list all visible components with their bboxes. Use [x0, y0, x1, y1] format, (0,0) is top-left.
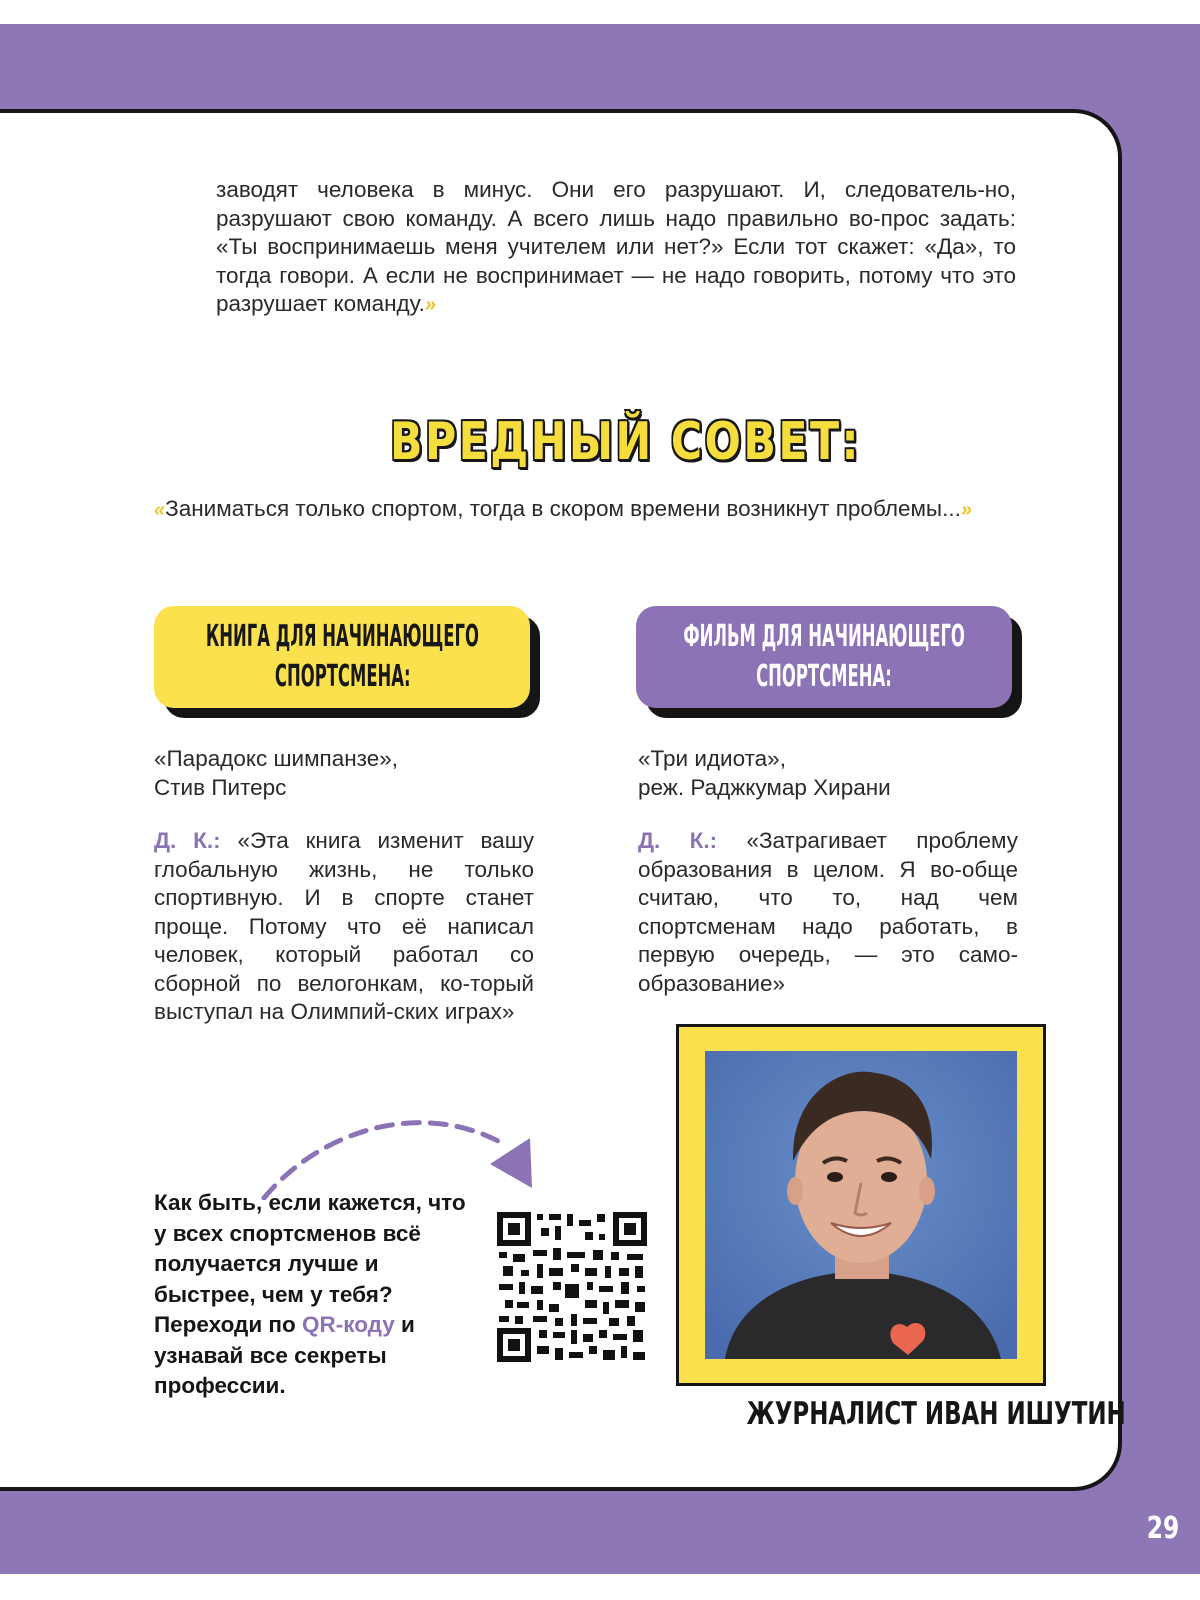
- journalist-photo-frame: [676, 1024, 1046, 1386]
- film-comment-author: Д. К.:: [638, 828, 718, 853]
- book-comment-text: «Эта книга изменит вашу глобальную жизнь, не только спортивную. И в спорте станет проще. Потому что её написал человек, который работал со сборной по велогонкам, ко-торый выступал на Олимпий-ских играх»: [154, 828, 534, 1024]
- intro-close-quote: »: [424, 294, 437, 316]
- harmful-advice-heading: ВРЕДНЫЙ СОВЕТ:: [390, 412, 862, 472]
- book-comment: [154, 827, 534, 1027]
- journalist-portrait: [705, 1051, 1017, 1359]
- film-badge-line2: СПОРТСМЕНА:: [756, 659, 892, 694]
- film-badge-label: [634, 617, 1015, 697]
- photo-caption-text: ЖУРНАЛИСТ ИВАН ИШУТИН: [746, 1396, 1126, 1432]
- book-title-line1: «Парадокс шимпанзе»,: [154, 746, 399, 771]
- film-title-line1: «Три идиота»,: [638, 746, 786, 771]
- film-comment: [638, 827, 1018, 998]
- photo-caption: [680, 1396, 1126, 1432]
- qr-code-icon[interactable]: [497, 1212, 647, 1362]
- page-number: 29: [1146, 1511, 1180, 1546]
- advice-close-quote: »: [960, 499, 972, 521]
- book-badge-line1: КНИГА ДЛЯ НАЧИНАЮЩЕГО: [205, 619, 479, 654]
- qr-link[interactable]: QR-коду: [302, 1312, 395, 1337]
- intro-text: заводят человека в минус. Они его разрушают. И, следователь-но, разрушают свою команду. А всего лишь надо правильно во-прос задать: «Ты воспринимаешь меня учителем или нет?» Если тот скажет: «Да», то тогда говори. А если не воспринимает — не надо говорить, потому что это разрушает команду.: [216, 177, 1016, 316]
- dashed-arrow-icon: [250, 1080, 550, 1200]
- advice-body: Заниматься только спортом, тогда в скором времени возникнут проблемы...: [165, 496, 961, 521]
- qr-call-to-action: [154, 1188, 484, 1402]
- qr-text-after: и узнавай все секреты профессии.: [154, 1312, 415, 1398]
- film-badge-line1: ФИЛЬМ ДЛЯ НАЧИНАЮЩЕГО: [683, 619, 965, 654]
- film-title: [638, 744, 1018, 802]
- film-title-line2: реж. Раджкумар Хирани: [638, 775, 891, 800]
- book-comment-author: Д. К.:: [154, 828, 221, 853]
- film-comment-text: «Затрагивает проблему образования в целом. Я во-обще считаю, что то, над чем спортсменам надо работать, в первую очередь, — это само-образование»: [638, 828, 1018, 996]
- intro-paragraph: [216, 176, 1016, 320]
- book-title: [154, 744, 534, 802]
- harmful-advice-text: [154, 494, 1016, 525]
- book-title-line2: Стив Питерс: [154, 775, 287, 800]
- book-badge: [154, 606, 530, 708]
- book-badge-line2: СПОРТСМЕНА:: [274, 659, 410, 694]
- advice-open-quote: «: [154, 499, 166, 521]
- film-badge: [636, 606, 1012, 708]
- qr-text-before: Как быть, если кажется, что у всех спортсменов всё получается лучше и быстрее, чем у тебя? Переходи по: [154, 1190, 466, 1337]
- book-badge-label: [157, 617, 526, 697]
